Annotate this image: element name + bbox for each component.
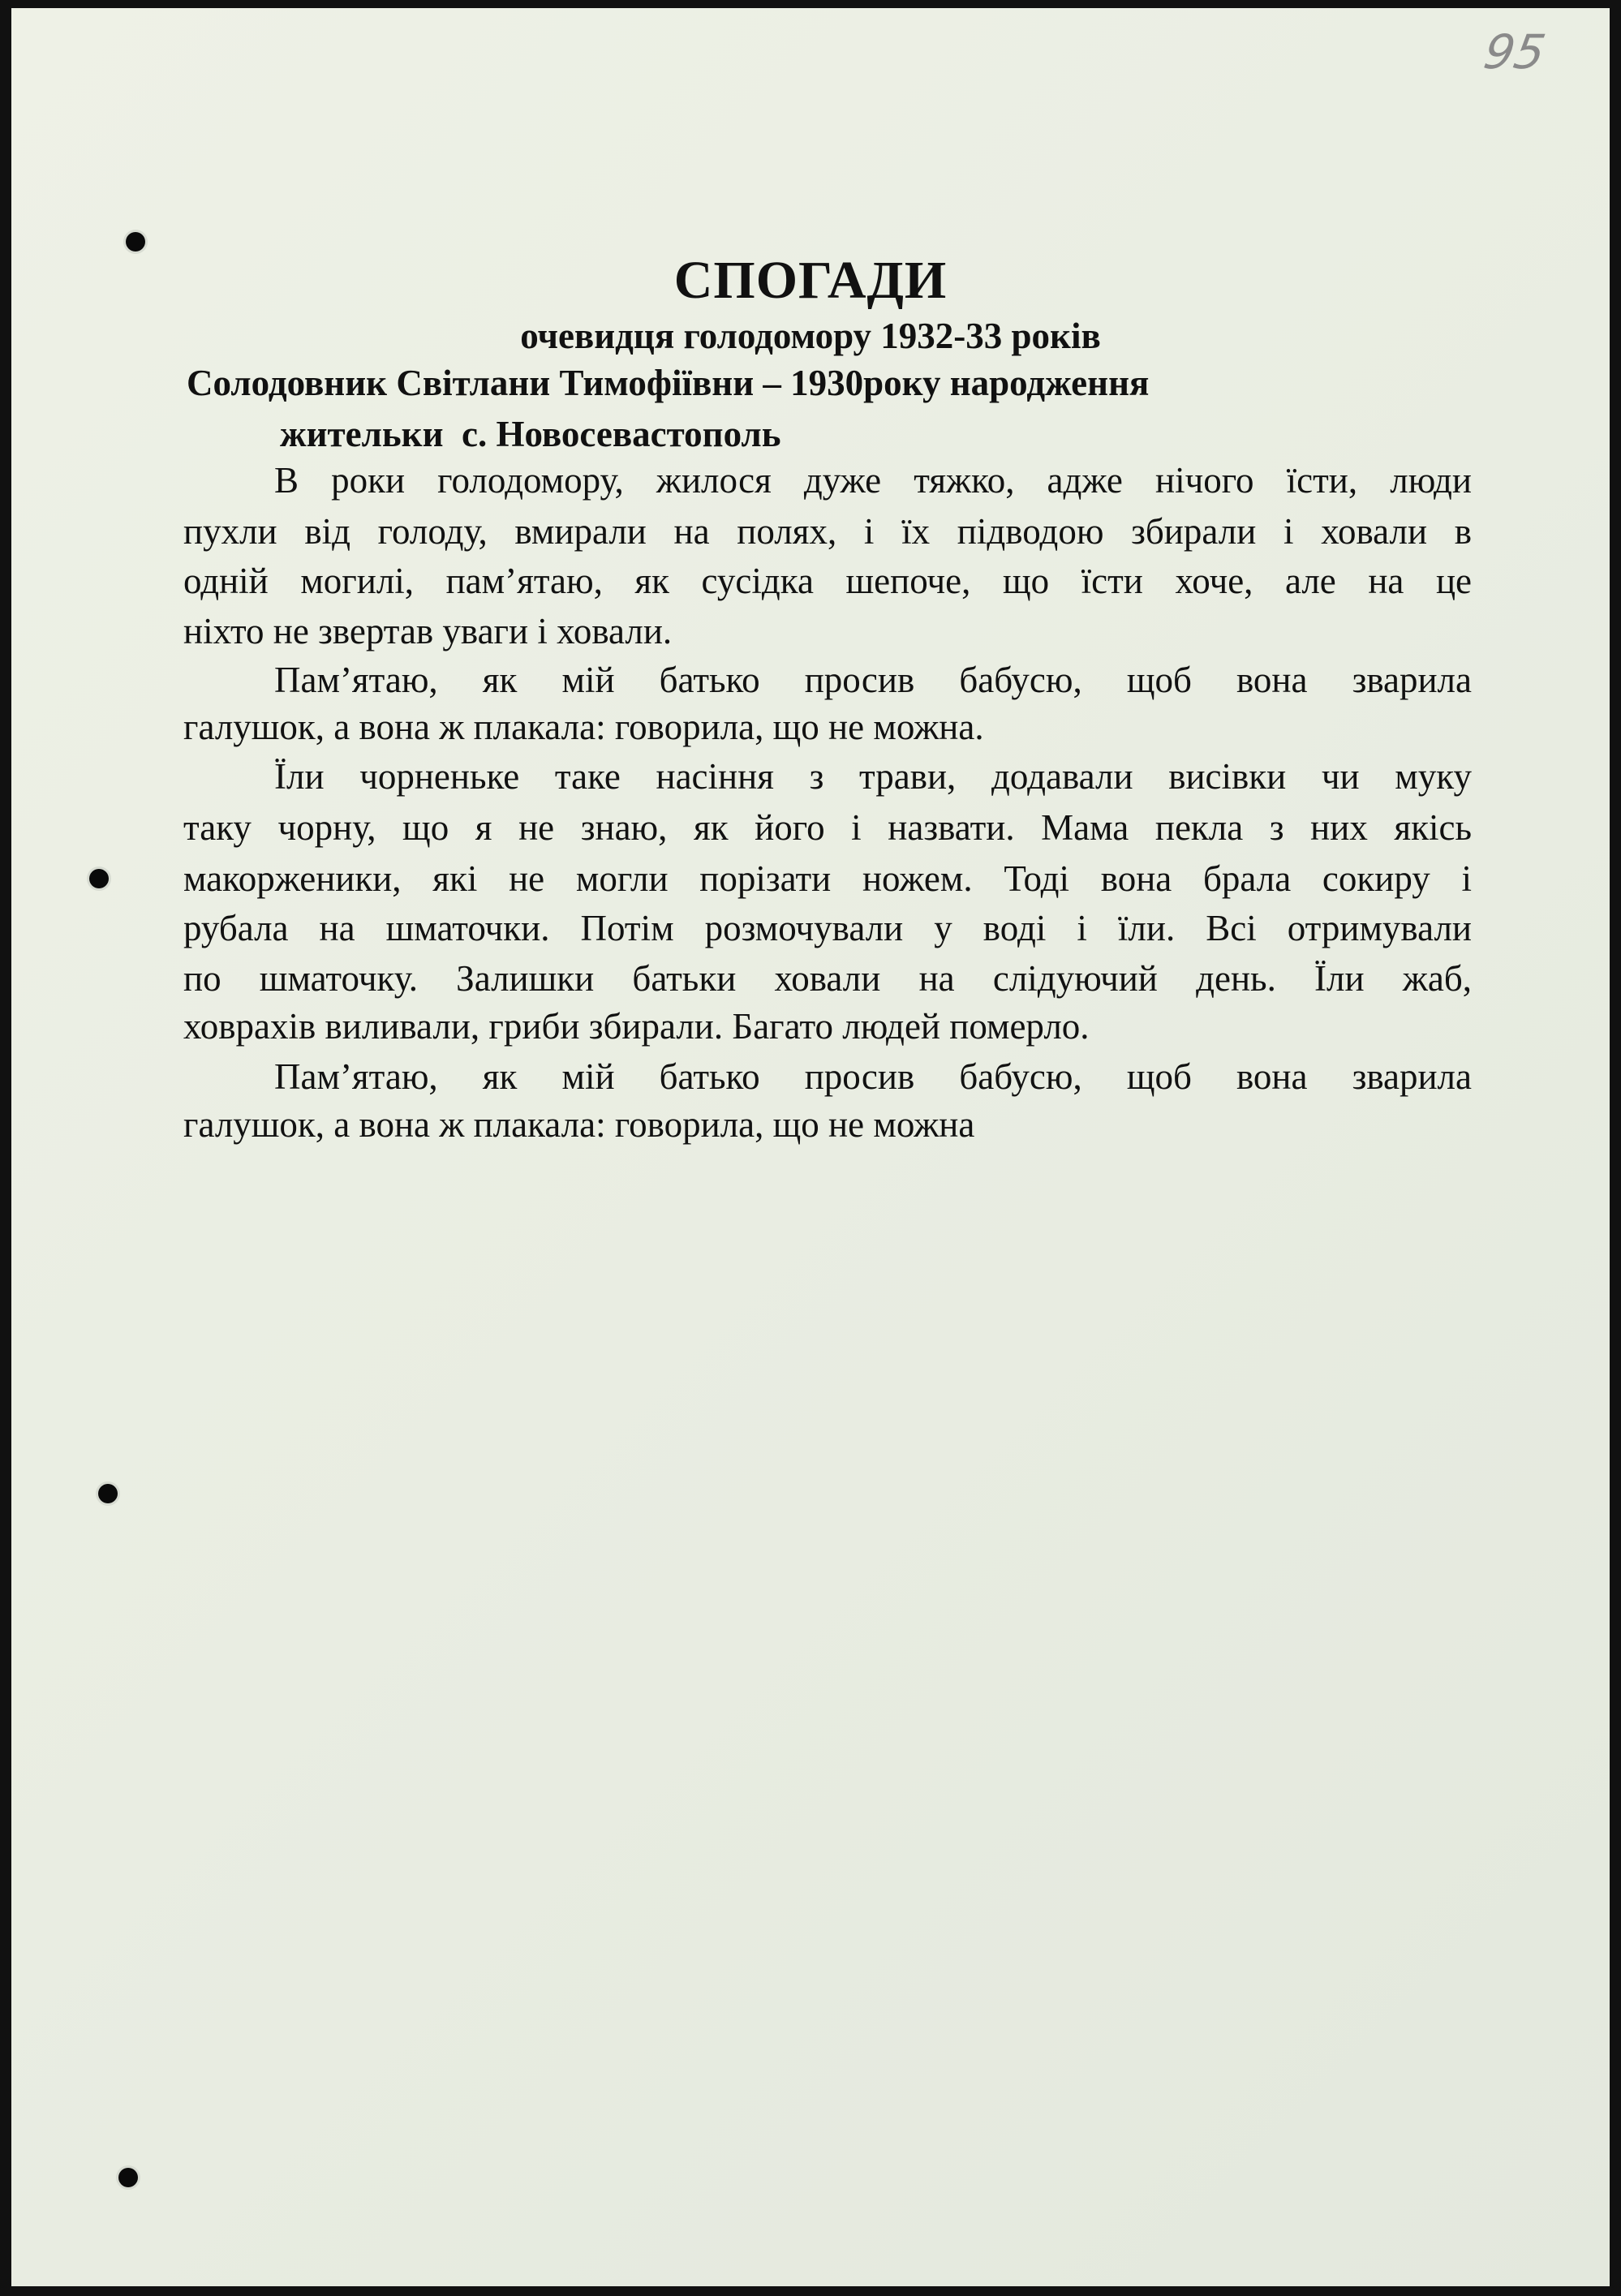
punch-hole xyxy=(98,1484,118,1503)
paragraph-line: Пам’ятаю, як мій батько просив бабусю, щоб вона зварила xyxy=(274,660,1472,700)
paragraph-line: галушок, а вона ж плакала: говорила, що не можна xyxy=(183,1104,975,1145)
paragraph-line: рубала на шматочки. Потім розмочували у воді і їли. Всі отримували xyxy=(183,908,1472,948)
punch-hole xyxy=(118,2168,138,2187)
paragraph-line: макорженики, які не могли порізати ножем. Тоді вона брала сокиру і xyxy=(183,858,1472,899)
witness-name: Солодовник Світлани Тимофіївни – 1930року народження xyxy=(187,363,1150,403)
paragraph-line: ніхто не звертав уваги і ховали. xyxy=(183,611,673,651)
paragraph-line: Пам’ятаю, як мій батько просив бабусю, щоб вона зварила xyxy=(274,1056,1472,1097)
punch-hole xyxy=(126,232,145,252)
document-title: СПОГАДИ xyxy=(673,251,948,310)
document-subtitle: очевидця голодомору 1932-33 років xyxy=(520,316,1101,356)
witness-residence: жительки с. Новосевастополь xyxy=(280,414,781,454)
paragraph-line: галушок, а вона ж плакала: говорила, що не можна. xyxy=(183,707,984,747)
paragraph-line: пухли від голоду, вмирали на полях, і їх підводою збирали і ховали в xyxy=(183,511,1472,552)
punch-hole xyxy=(89,869,109,888)
paragraph-line: Їли чорненьке таке насіння з трави, додавали висівки чи муку xyxy=(274,756,1472,797)
paragraph-line: В роки голодомору, жилося дуже тяжко, адже нічого їсти, люди xyxy=(274,460,1472,501)
paragraph-line: ховрахів виливали, гриби збирали. Багато людей померло. xyxy=(183,1006,1090,1047)
paragraph-line: одній могилі, пам’ятаю, як сусідка шепоче, що їсти хоче, але на це xyxy=(183,561,1472,601)
paragraph-line: по шматочку. Залишки батьки ховали на слідуючий день. Їли жаб, xyxy=(183,958,1472,999)
handwritten-page-number: 95 xyxy=(1480,24,1550,80)
paragraph-line: таку чорну, що я не знаю, як його і назвати. Мама пекла з них якісь xyxy=(183,807,1472,848)
